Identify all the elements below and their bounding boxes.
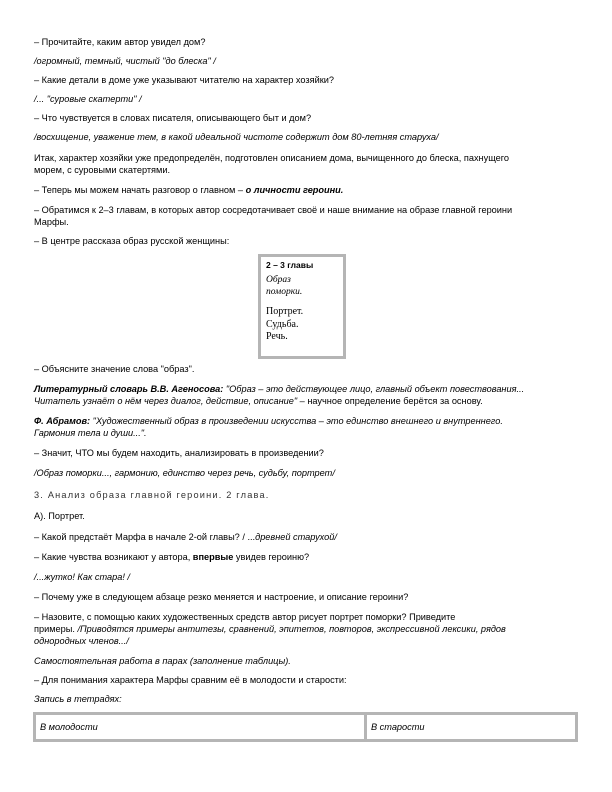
question-text: примеры.: [34, 624, 78, 634]
question-text: – Прочитайте, каким автор увидел дом?: [34, 37, 206, 47]
question-line: [34, 623, 582, 635]
table-header-cell: В молодости: [35, 714, 366, 741]
quote-text: "Художественный образ в произведении искусства – это единство внешнего и внутреннего.: [90, 416, 503, 426]
answer-text: /восхищение, уважение тем, в какой идеальной чистоте содержит дом 80-летняя старуха/: [34, 132, 439, 142]
emphasis-text: впервые: [192, 552, 234, 562]
quote-line: Гармония тела и души...".: [34, 428, 147, 438]
box-item: Речь.: [266, 331, 288, 342]
box-subtitle: Образ: [266, 275, 291, 285]
quote-line: [34, 395, 582, 407]
question-text: – Значит, ЧТО мы будем находить, анализировать в произведении?: [34, 448, 324, 458]
paragraph-line: Итак, характер хозяйки уже предопределён, подготовлен описанием дома, вычищенного до блеска, пахнущего: [34, 153, 510, 163]
table-header-cell: В старости: [366, 714, 577, 741]
box-item: Судьба.: [266, 318, 299, 330]
section-heading: 3. Анализ образа главной героини. 2 глава.: [34, 490, 270, 500]
answer-text: /Образ поморки..., гармонию, единство через речь, судьбу, портрет/: [34, 468, 335, 478]
task-text: Самостоятельная работа в парах (заполнение таблицы).: [34, 656, 291, 666]
quote-line: [34, 383, 582, 395]
box-heading: 2 – 3 главы: [266, 260, 314, 270]
question-text: – Какие чувства возникают у автора,: [34, 552, 193, 562]
comparison-table: [33, 712, 578, 742]
answer-text: древней старухой/: [255, 532, 337, 542]
answer-text: /огромный, темный, чистый "до блеска" /: [34, 56, 216, 66]
paragraph-line: – В центре рассказа образ русской женщины:: [34, 236, 230, 246]
question-text: – Для понимания характера Марфы сравним её в молодости и старости:: [34, 675, 347, 685]
question-line: [34, 531, 582, 543]
box-subtitle: поморки.: [266, 287, 303, 297]
emphasis-text: о личности героини.: [245, 185, 344, 195]
question-text: – Что чувствуется в словах писателя, описывающего быт и дом?: [34, 113, 312, 123]
quote-text: Читатель узнаёт о нём через диалог, действие, описание": [34, 396, 298, 406]
quote-source: Ф. Абрамов:: [34, 416, 91, 426]
paragraph-text: – научное определение берётся за основу.: [297, 396, 483, 406]
paragraph-line: морем, с суровыми скатертями.: [34, 165, 171, 175]
question-text: – Почему уже в следующем абзаце резко меняется и настроение, и описание героини?: [34, 592, 409, 602]
answer-text: однородных членов.../: [34, 636, 129, 646]
paragraph-line: Марфы.: [34, 217, 69, 227]
quote-text: "Образ – это действующее лицо, главный объект повествования...: [223, 384, 525, 394]
quote-source: Литературный словарь В.В. Агеносова:: [34, 384, 224, 394]
paragraph-line: – Обратимся к 2–3 главам, в которых автор сосредотачивает своё и наше внимание на образе главной героини: [34, 205, 513, 215]
answer-text: /... "суровые скатерти" /: [34, 94, 142, 104]
question-text: увидев героиню?: [233, 552, 310, 562]
table-row: [35, 714, 577, 741]
instruction-text: Запись в тетрадях:: [34, 694, 122, 704]
question-text: – Объясните значение слова "образ".: [34, 364, 195, 374]
paragraph-text: – Теперь мы можем начать разговор о главном –: [34, 185, 246, 195]
answer-text: /Приводятся примеры антитезы, сравнений, эпитетов, повторов, экспрессивной лексики, рядов: [77, 624, 506, 634]
topic-box: [258, 254, 346, 359]
subsection-heading: А). Портрет.: [34, 511, 85, 521]
paragraph-line: [34, 184, 582, 196]
question-text: – Какой предстаёт Марфа в начале 2-ой главы? / ...: [34, 532, 256, 542]
question-text: – Какие детали в доме уже указывают читателю на характер хозяйки?: [34, 75, 335, 85]
question-line: [34, 551, 582, 563]
question-text: – Назовите, с помощью каких художественных средств автор рисует портрет поморки? Приведите: [34, 612, 456, 622]
box-item: Портрет.: [266, 306, 304, 317]
quote-line: [34, 415, 582, 427]
answer-text: /...жутко! Как стара! /: [34, 572, 130, 582]
